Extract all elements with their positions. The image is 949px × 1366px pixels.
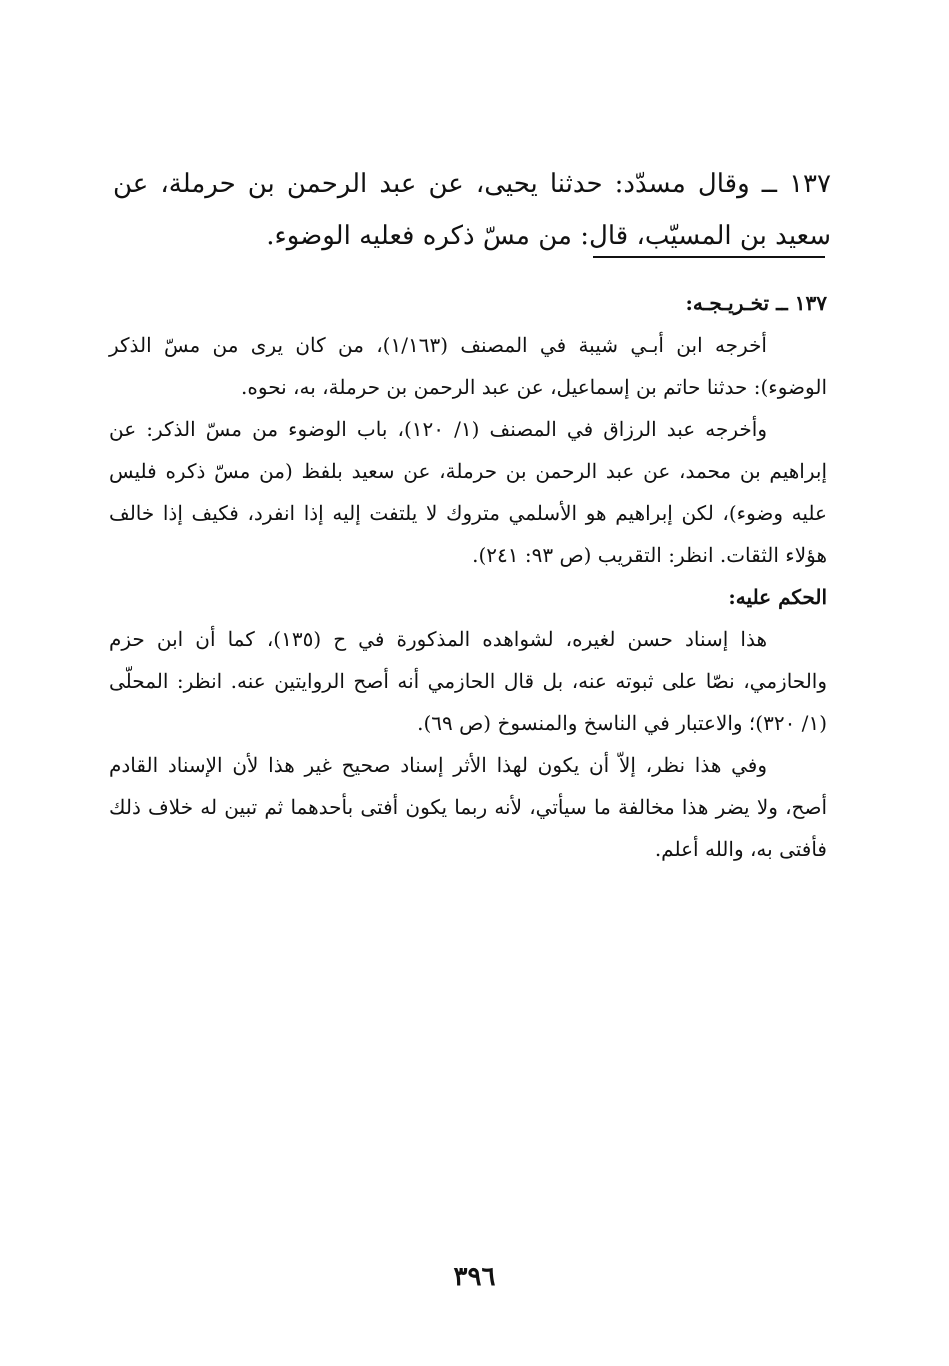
page-number: ٣٩٦ — [453, 1262, 496, 1292]
takhrij-paragraph-1: أخرجه ابن أبـي شيبة في المصنف (١/١٦٣)، من كان يرى من مسّ الذكر الوضوء): حدثنا حاتم بن إسماعيل، عن عبد الرحمن بن حرملة، به، نحوه. — [109, 333, 827, 399]
hukm-paragraph-2: وفي هذا نظر، إلاّ أن يكون لهذا الأثر إسناد صحيح غير هذا لأن الإسناد القادم أصح، ولا يضر هذا مخالفة ما سيأتي، لأنه ربما يكون أفتى بأحدهما ثم تبين له خلاف ذلك فأفتى به، والله أعلم. — [109, 753, 827, 861]
footnote-separator — [593, 256, 825, 258]
hadith-text: ١٣٧ ــ وقال مسدّد: حدثنا يحيى، عن عبد الرحمن بن حرملة، عن سعيد بن المسيّب، قال: من مسّ ذكره فعليه الوضوء. — [113, 169, 831, 251]
footnotes-section — [109, 282, 827, 870]
takhrij-heading: ١٣٧ ــ تخـريـجـه: — [685, 291, 827, 315]
hukm-paragraph-1: هذا إسناد حسن لغيره، لشواهده المذكورة في ح (١٣٥)، كما أن ابن حزم والحازمي، نصّا على ثبوته عنه، بل قال الحازمي أنه أصح الروايتين عنه. انظر: المحلّى (١/ ٣٢٠)؛ والاعتبار في الناسخ والمنسوخ (ص ٦٩). — [109, 627, 828, 735]
takhrij-paragraph-2: وأخرجه عبد الرزاق في المصنف (١/ ١٢٠)، باب الوضوء من مسّ الذكر: عن إبراهيم بن محمد، عن عبد الرحمن بن حرملة، عن سعيد بلفظ (من مسّ ذكره فليس عليه وضوء)، لكن إبراهيم هو الأسلمي متروك لا يلتفت إليه إذا انفرد، فكيف إذا خالف هؤلاء الثقات. انظر: التقريب (ص ٩٣: ٢٤١). — [109, 417, 827, 567]
hukm-heading: الحكم عليه: — [728, 585, 827, 609]
